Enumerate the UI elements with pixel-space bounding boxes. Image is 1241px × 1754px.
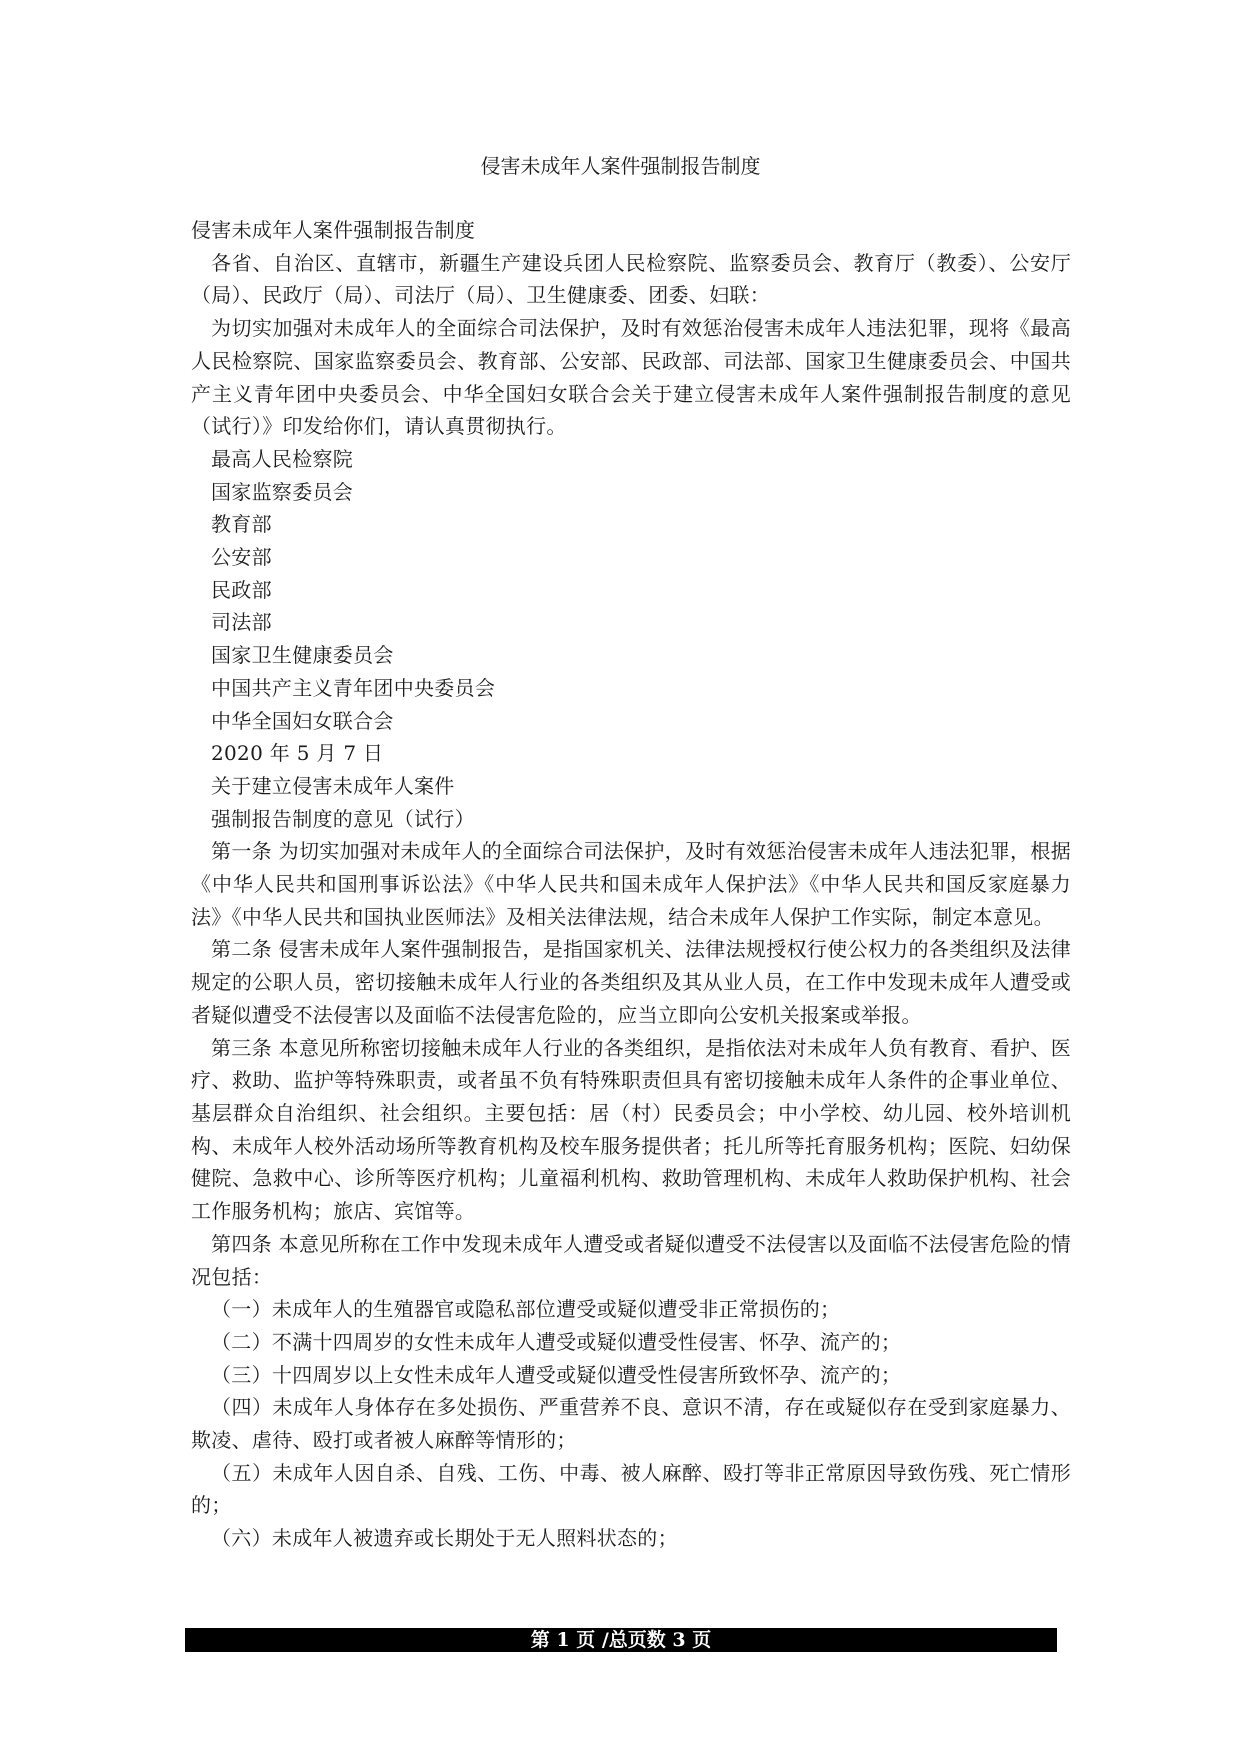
body-paragraph: （二）不满十四周岁的女性未成年人遭受或疑似遭受性侵害、怀孕、流产的； xyxy=(211,1329,902,1354)
body-paragraph: 第二条 侵害未成年人案件强制报告，是指国家机关、法律法规授权行使公权力的各类组织及法律规定的公职人员，密切接触未成年人行业的各类组织及其从业人员，在工作中发现未成年人遭受或者疑似遭受不法侵害以及面临不法侵害危险的，应当立即向公安机关报案或举报。 xyxy=(191,937,1071,1027)
body-paragraph: 第四条 本意见所称在工作中发现未成年人遭受或者疑似遭受不法侵害以及面临不法侵害危险的情况包括： xyxy=(191,1231,1071,1289)
body-paragraph: 司法部 xyxy=(211,610,272,635)
body-paragraph: 各省、自治区、直辖市，新疆生产建设兵团人民检察院、监察委员会、教育厅（教委）、公安厅（局）、民政厅（局）、司法厅（局）、卫生健康委、团委、妇联： xyxy=(191,250,1071,308)
body-paragraph: 公安部 xyxy=(211,545,272,570)
body-paragraph: （三）十四周岁以上女性未成年人遭受或疑似遭受性侵害所致怀孕、流产的； xyxy=(211,1362,902,1387)
body-paragraph: 国家卫生健康委员会 xyxy=(211,643,394,668)
body-paragraph: 为切实加强对未成年人的全面综合司法保护，及时有效惩治侵害未成年人违法犯罪，现将《最高人民检察院、国家监察委员会、教育部、公安部、民政部、司法部、国家卫生健康委员会、中国共产主义青年团中央委员会、中华全国妇女联合会关于建立侵害未成年人案件强制报告制度的意见（试行）》印发给你们，请认真贯彻执行。 xyxy=(191,316,1071,439)
body-paragraph: 第三条 本意见所称密切接触未成年人行业的各类组织，是指依法对未成年人负有教育、看护、医疗、救助、监护等特殊职责，或者虽不负有特殊职责但具有密切接触未成年人条件的企事业单位、基层群众自治组织、社会组织。主要包括：居（村）民委员会；中小学校、幼儿园、校外培训机构、未成年人校外活动场所等教育机构及校车服务提供者；托儿所等托育服务机构；医院、妇幼保健院、急救中心、诊所等医疗机构；儿童福利机构、救助管理机构、未成年人救助保护机构、社会工作服务机构；旅店、宾馆等。 xyxy=(191,1035,1071,1224)
body-paragraph: （六）未成年人被遗弃或长期处于无人照料状态的； xyxy=(211,1526,678,1551)
page-footer: 第 1 页 /总页数 3 页 xyxy=(185,1628,1057,1652)
body-paragraph: （四）未成年人身体存在多处损伤、严重营养不良、意识不清，存在或疑似存在受到家庭暴力、欺凌、虐待、殴打或者被人麻醉等情形的； xyxy=(191,1395,1071,1453)
body-paragraph: 最高人民检察院 xyxy=(211,446,354,471)
body-paragraph: （五）未成年人因自杀、自残、工伤、中毒、被人麻醉、殴打等非正常原因导致伤残、死亡情形的； xyxy=(191,1460,1071,1518)
body-paragraph: 关于建立侵害未成年人案件 xyxy=(211,773,455,798)
body-paragraph: 中华全国妇女联合会 xyxy=(211,708,394,733)
body-paragraph: 教育部 xyxy=(211,512,272,537)
body-paragraph: 2020 年 5 月 7 日 xyxy=(211,741,384,766)
body-paragraph: （一）未成年人的生殖器官或隐私部位遭受或疑似遭受非正常损伤的； xyxy=(211,1297,841,1322)
body-paragraph: 民政部 xyxy=(211,577,272,602)
body-paragraph: 侵害未成年人案件强制报告制度 xyxy=(191,218,476,242)
body-paragraph: 国家监察委员会 xyxy=(211,479,354,504)
body-paragraph: 第一条 为切实加强对未成年人的全面综合司法保护，及时有效惩治侵害未成年人违法犯罪，根据《中华人民共和国刑事诉讼法》《中华人民共和国未成年人保护法》《中华人民共和国反家庭暴力法》《中华人民共和国执业医师法》及相关法律法规，结合未成年人保护工作实际，制定本意见。 xyxy=(191,839,1071,929)
body-paragraph: 中国共产主义青年团中央委员会 xyxy=(211,675,496,700)
document-title: 侵害未成年人案件强制报告制度 xyxy=(480,154,761,178)
body-paragraph: 强制报告制度的意见（试行） xyxy=(211,806,475,831)
document-body xyxy=(191,214,1071,1555)
